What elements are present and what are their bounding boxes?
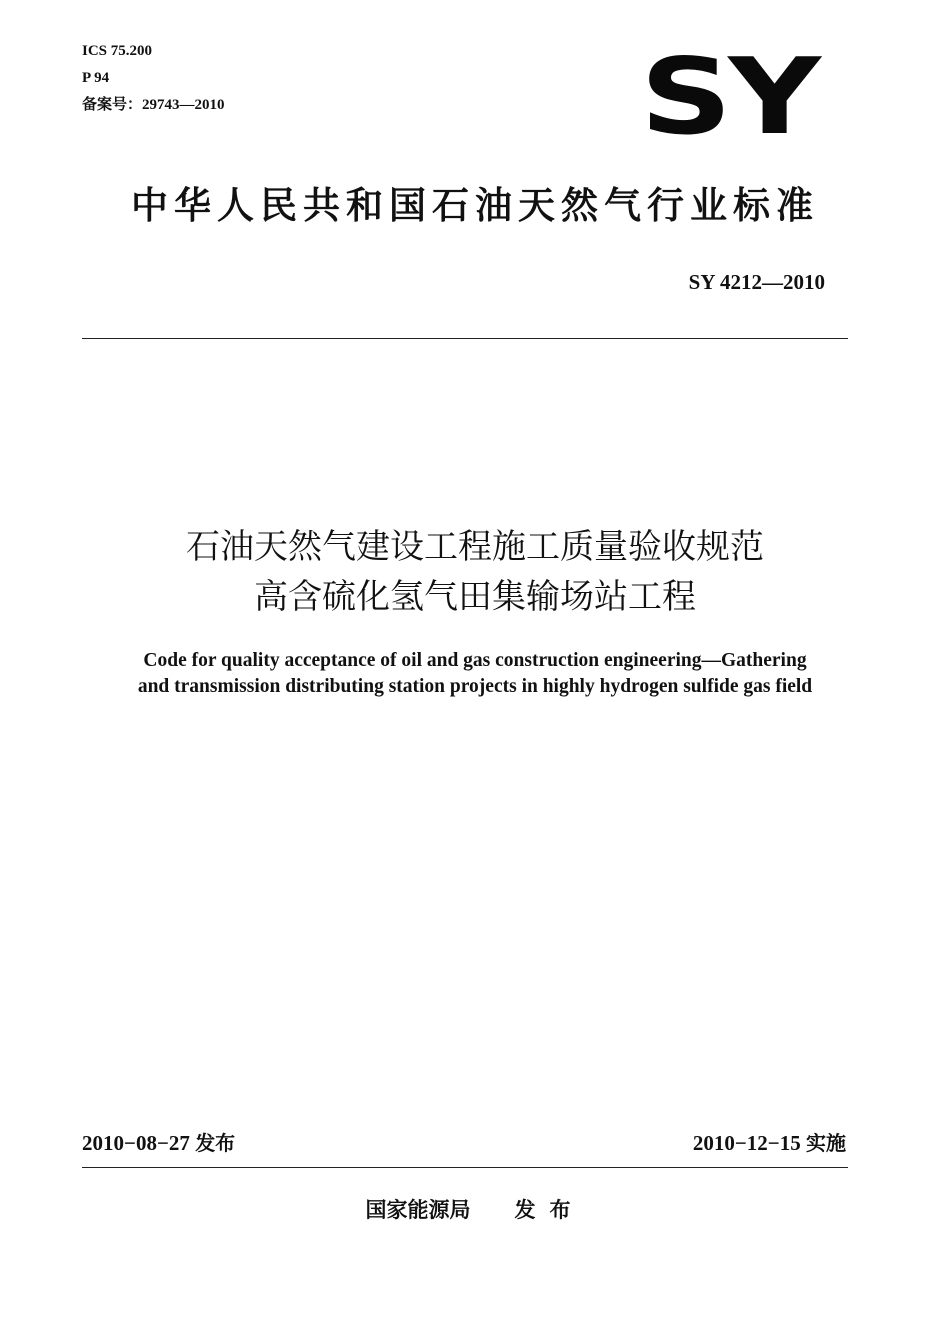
chinese-title-line-2: 高含硫化氢气田集输场站工程: [254, 577, 696, 617]
chinese-title-line-1: 石油天然气建设工程施工质量验收规范: [186, 527, 764, 567]
issue-date: 2010−08−27: [82, 1131, 190, 1155]
english-title: [0, 648, 950, 700]
ics-code: ICS 75.200: [82, 43, 153, 59]
implementation-date: 2010−12−15: [692, 1131, 801, 1155]
filing-number: 备案号：29743—2010: [82, 97, 225, 113]
implementation-label: 实施: [806, 1131, 846, 1155]
classification-codes: [82, 38, 225, 119]
english-title-line-2: and transmission distributing station projects in highly hydrogen sulfide gas field: [137, 676, 813, 697]
standard-type-heading: 中华人民共和国石油天然气行业标准: [131, 184, 819, 227]
implementation-date-block: [693, 1128, 846, 1158]
english-title-line-1: Code for quality acceptance of oil and gas construction engineering—Gathering: [143, 650, 807, 671]
publisher-action: 发布: [514, 1198, 585, 1222]
chinese-title: [0, 522, 950, 622]
publisher-name: 国家能源局: [365, 1198, 471, 1222]
issue-date-block: [82, 1128, 235, 1158]
standard-number: SY 4212—2010: [688, 270, 825, 294]
category-code: P 94: [82, 70, 110, 86]
top-divider: [82, 338, 848, 339]
publisher-line: [0, 1195, 950, 1225]
bottom-divider: [82, 1167, 848, 1168]
sy-logo: SY: [640, 36, 817, 159]
issue-label: 发布: [195, 1131, 236, 1155]
